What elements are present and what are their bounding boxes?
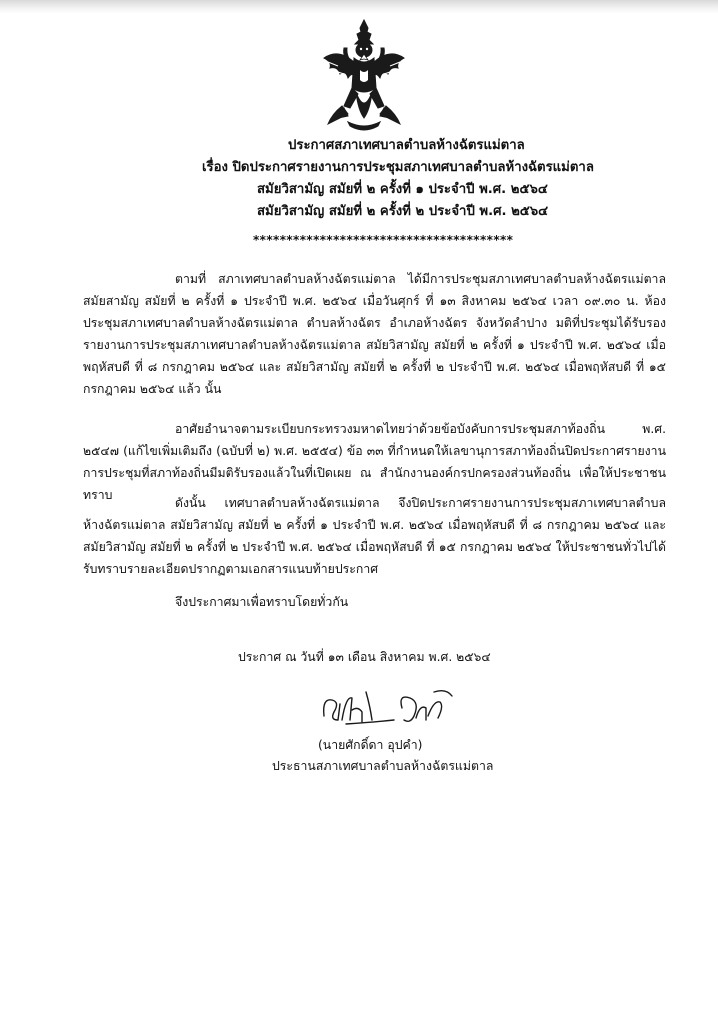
announcement-date: ประกาศ ณ วันที่ ๑๓ เดือน สิงหาคม พ.ศ. ๒๕๖๔ [238, 650, 491, 664]
paragraph-background: ตามที่ สภาเทศบาลตำบลห้างฉัตรแม่ตาล ได้มีการประชุมสภาเทศบาลตำบลห้างฉัตรแม่ตาล สมัยสามัญ สมัยที่ ๒ ครั้งที่ ๑ ประจำปี พ.ศ. ๒๕๖๔ เมื่อวันศุกร์ ที่ ๑๓ สิงหาคม ๒๕๖๔ เวลา ๐๙.๓๐ น. ห้องประชุมสภาเทศบาลตำบลห้างฉัตรแม่ตาล ตำบลห้างฉัตร อำเภอห้างฉัตร จังหวัดลำปาง มติที่ประชุมได้รับรองรายงานการประชุมสภาเทศบาลตำบลห้างฉัตรแม่ตาล สมัยวิสามัญ สมัยที่ ๒ ครั้งที่ ๑ ประจำปี พ.ศ. ๒๕๖๔ เมื่อพฤหัสบดี ที่ ๘ กรกฎาคม ๒๕๖๔ และ สมัยวิสามัญ สมัยที่ ๒ ครั้งที่ ๒ ประจำปี พ.ศ. ๒๕๖๔ เมื่อพฤหัสบดี ที่ ๑๕ กรกฎาคม ๒๕๖๔ แล้ว นั้น [83, 272, 666, 396]
announcement-title: ประกาศสภาเทศบาลตำบลห้างฉัตรแม่ตาล [288, 138, 525, 153]
announcement-subject: เรื่อง ปิดประกาศรายงานการประชุมสภาเทศบาลตำบลห้างฉัตรแม่ตาล [202, 160, 594, 175]
session-line-1: สมัยวิสามัญ สมัยที่ ๒ ครั้งที่ ๑ ประจำปี พ.ศ. ๒๕๖๔ [257, 182, 548, 197]
handwritten-signature [316, 686, 464, 736]
garuda-emblem-icon [318, 18, 410, 134]
heading-divider: *************************************** [253, 233, 514, 247]
paragraph-legal-basis: อาศัยอำนาจตามระเบียบกระทรวงมหาดไทยว่าด้วยข้อบังคับการประชุมสภาท้องถิ่น พ.ศ. ๒๕๔๗ (แก้ไขเพิ่มเติมถึง (ฉบับที่ ๒) พ.ศ. ๒๕๕๔) ข้อ ๓๓ ที่กำหนดให้เลขานุการสภาท้องถิ่นปิดประกาศรายงานการประชุมที่สภาท้องถิ่นมีมติรับรองแล้วในที่เปิดเผย ณ สำนักงานองค์กรปกครองส่วนท้องถิ่น เพื่อให้ประชาชนทราบ [83, 422, 666, 502]
signer-title: ประธานสภาเทศบาลตำบลห้างฉัตรแม่ตาล [272, 759, 494, 773]
paragraph-announcement: ดังนั้น เทศบาลตำบลห้างฉัตรแม่ตาล จึงปิดประกาศรายงานการประชุมสภาเทศบาลตำบลห้างฉัตรแม่ตาล สมัยวิสามัญ สมัยที่ ๒ ครั้งที่ ๑ ประจำปี พ.ศ. ๒๕๖๔ เมื่อพฤหัสบดี ที่ ๘ กรกฎาคม ๒๕๖๔ และ สมัยวิสามัญ สมัยที่ ๒ ครั้งที่ ๒ ประจำปี พ.ศ. ๒๕๖๔ เมื่อพฤหัสบดี ที่ ๑๕ กรกฎาคม ๒๕๖๔ ให้ประชาชนทั่วไปได้รับทราบรายละเอียดปรากฏตามเอกสารแนบท้ายประกาศ [83, 496, 666, 576]
session-line-2: สมัยวิสามัญ สมัยที่ ๒ ครั้งที่ ๒ ประจำปี พ.ศ. ๒๕๖๔ [257, 204, 549, 219]
scan-edge-shadow [0, 0, 718, 14]
signer-name: (นายศักดิ์ดา อุปคำ) [318, 738, 423, 752]
closing-statement: จึงประกาศมาเพื่อทราบโดยทั่วกัน [175, 595, 349, 609]
